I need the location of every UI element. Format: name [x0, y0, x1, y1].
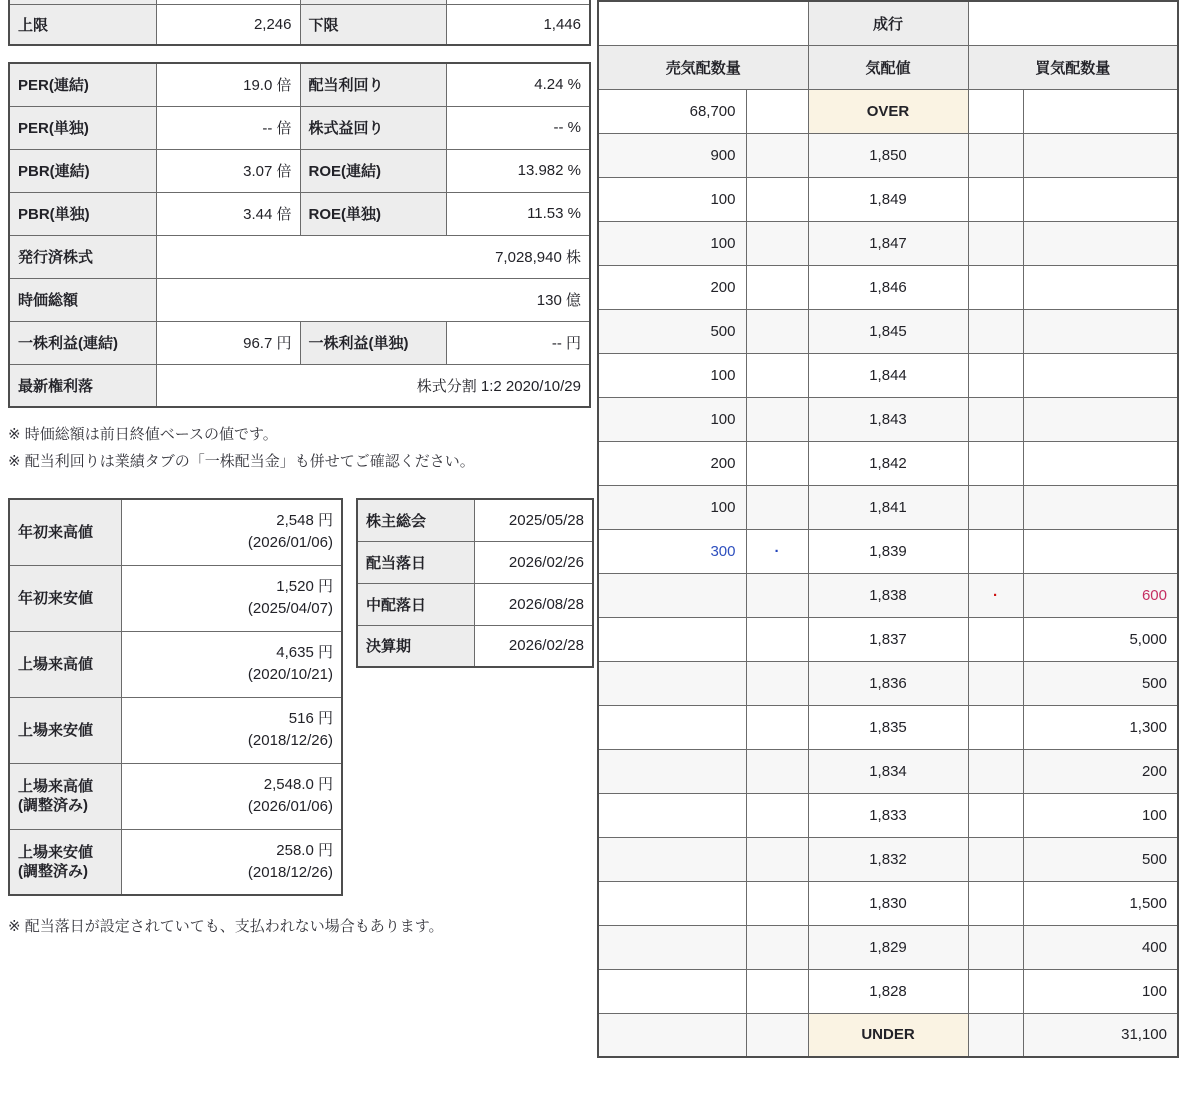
alltime-low-adjusted-sublabel: (調整済み) [18, 862, 88, 880]
alltime-low-label: 上場来安値 [18, 721, 94, 739]
bid-marker-cell [968, 353, 1023, 397]
quote-price-cell: 1,843 [808, 397, 968, 441]
ask-quantity-cell: 100 [598, 353, 746, 397]
bid-quantity-cell [1023, 221, 1178, 265]
table-row [9, 763, 342, 829]
bid-marker-cell [968, 925, 1023, 969]
bid-quantity-cell [1023, 397, 1178, 441]
bid-marker-cell [968, 881, 1023, 925]
ask-quantity-cell: 68,700 [598, 89, 746, 133]
bid-marker-cell [968, 661, 1023, 705]
eps-consolidated-label: 一株利益(連結) [9, 321, 156, 364]
roe-single-value: 11.53 % [446, 192, 590, 235]
upper-limit-label: 上限 [9, 4, 156, 45]
quote-price-cell: 1,846 [808, 265, 968, 309]
bid-quantity-cell [1023, 441, 1178, 485]
order-book-row [598, 221, 1178, 265]
ask-quantity-cell [598, 617, 746, 661]
quote-price-cell: 1,830 [808, 881, 968, 925]
quote-price-cell: 1,844 [808, 353, 968, 397]
per-consolidated-label: PER(連結) [9, 63, 156, 106]
market-cap-note: ※ 時価総額は前日終値ベースの値です。 [8, 426, 278, 443]
quote-price-header: 気配値 [808, 45, 968, 89]
ask-quantity-cell [598, 969, 746, 1013]
pbr-consolidated-label: PBR(連結) [9, 149, 156, 192]
table-row [357, 583, 593, 625]
quote-price-cell: 1,847 [808, 221, 968, 265]
ytd-low-label: 年初来安値 [18, 589, 94, 607]
quote-price-cell: 1,842 [808, 441, 968, 485]
quote-price-cell: 1,833 [808, 793, 968, 837]
eps-consolidated-value: 96.7 円 [156, 321, 300, 364]
limits-row [9, 4, 590, 45]
table-row [9, 631, 342, 697]
ask-marker-cell [746, 221, 808, 265]
ask-quantity-cell [598, 837, 746, 881]
bid-quantity-cell [1023, 89, 1178, 133]
alltime-high-price: 4,635 円 [276, 644, 333, 661]
ytd-high-date: (2026/01/06) [247, 534, 333, 552]
bid-quantity-cell [1023, 309, 1178, 353]
bid-marker-cell [968, 265, 1023, 309]
ask-marker-cell [746, 177, 808, 221]
market-cap-value: 130 億 [156, 278, 590, 321]
alltime-low-adjusted-price: 258.0 円 [276, 841, 333, 859]
bid-quantity-cell [1023, 353, 1178, 397]
ytd-high-price: 2,548 円 [276, 512, 333, 530]
ex-dividend-label: 配当落日 [357, 541, 474, 583]
shareholders-meeting-label: 株主総会 [357, 499, 474, 541]
order-book-row [598, 177, 1178, 221]
ask-marker-cell [746, 265, 808, 309]
ask-marker-cell [746, 441, 808, 485]
bid-quantity-cell: 500 [1023, 837, 1178, 881]
history-section [8, 498, 589, 896]
per-single-label: PER(単独) [9, 106, 156, 149]
price-limits-table [8, 0, 591, 46]
order-book-row [598, 133, 1178, 177]
ask-marker-cell: · [746, 529, 808, 573]
bid-quantity-cell [1023, 177, 1178, 221]
dividend-yield-value: 4.24 % [446, 63, 590, 106]
ex-dividend-date: 2026/02/26 [474, 541, 593, 583]
bid-marker-cell [968, 89, 1023, 133]
latest-ex-rights-value: 株式分割 1:2 2020/10/29 [156, 364, 590, 407]
bid-marker-cell [968, 133, 1023, 177]
alltime-high-adjusted-date: (2026/01/06) [247, 798, 333, 815]
order-book-panel [597, 0, 1177, 1058]
bid-quantity-cell: 31,100 [1023, 1013, 1178, 1057]
fiscal-year-end-date: 2026/02/28 [474, 625, 593, 667]
ask-quantity-cell: 500 [598, 309, 746, 353]
bid-quantity-cell: 100 [1023, 969, 1178, 1013]
alltime-low-date: (2018/12/26) [247, 732, 333, 749]
bid-quantity-cell: 1,300 [1023, 705, 1178, 749]
pbr-single-label: PBR(単独) [9, 192, 156, 235]
ask-quantity-cell [598, 661, 746, 705]
bid-quantity-cell [1023, 485, 1178, 529]
ytd-high-label: 年初来高値 [18, 523, 94, 541]
table-row [9, 565, 342, 631]
pbr-consolidated-value: 3.07 倍 [156, 149, 300, 192]
bid-quantity-cell [1023, 265, 1178, 309]
ask-quantity-cell [598, 1013, 746, 1057]
quote-price-cell: UNDER [808, 1013, 968, 1057]
order-book-row [598, 529, 1178, 573]
order-book-row [598, 661, 1178, 705]
quote-price-cell: 1,850 [808, 133, 968, 177]
ask-marker-cell [746, 573, 808, 617]
ask-marker-cell [746, 969, 808, 1013]
quote-price-cell: 1,849 [808, 177, 968, 221]
quote-price-cell: 1,841 [808, 485, 968, 529]
order-book-row [598, 925, 1178, 969]
table-row [9, 829, 342, 895]
eps-single-value: -- 円 [446, 321, 590, 364]
ask-quantity-cell [598, 573, 746, 617]
ask-quantity-cell: 100 [598, 221, 746, 265]
ask-marker-cell [746, 397, 808, 441]
per-consolidated-value: 19.0 倍 [156, 63, 300, 106]
alltime-high-adjusted-price: 2,548.0 円 [263, 776, 333, 793]
ask-quantity-cell: 100 [598, 397, 746, 441]
bid-marker-cell [968, 397, 1023, 441]
bid-marker-cell [968, 221, 1023, 265]
order-book-row [598, 969, 1178, 1013]
ask-marker-cell [746, 925, 808, 969]
earnings-yield-label: 株式益回り [300, 106, 446, 149]
ask-quantity-cell: 200 [598, 265, 746, 309]
interim-ex-dividend-label: 中配落日 [357, 583, 474, 625]
market-cap-label: 時価総額 [9, 278, 156, 321]
alltime-low-adjusted-date: (2018/12/26) [247, 863, 333, 881]
order-book-row [598, 573, 1178, 617]
table-row [357, 499, 593, 541]
alltime-low-adjusted-label: 上場来安値 [18, 843, 94, 861]
ask-marker-cell [746, 749, 808, 793]
order-book-body [598, 89, 1178, 1057]
ask-quantity-cell: 100 [598, 177, 746, 221]
ask-quantity-cell [598, 749, 746, 793]
ask-marker-cell [746, 133, 808, 177]
ask-marker-cell [746, 485, 808, 529]
schedule-table [356, 498, 594, 668]
table-row [9, 364, 590, 407]
ask-marker-cell [746, 705, 808, 749]
bid-marker-cell [968, 705, 1023, 749]
bid-marker-cell: · [968, 573, 1023, 617]
quote-price-cell: 1,835 [808, 705, 968, 749]
upper-limit-value: 2,246 [156, 4, 300, 45]
per-single-value: -- 倍 [156, 106, 300, 149]
bid-quantity-cell [1023, 529, 1178, 573]
order-book-row [598, 353, 1178, 397]
order-book-row [598, 749, 1178, 793]
market-order-buy-cell [968, 1, 1178, 45]
bid-quantity-cell: 1,500 [1023, 881, 1178, 925]
bid-marker-cell [968, 749, 1023, 793]
roe-consolidated-label: ROE(連結) [300, 149, 446, 192]
lower-limit-label: 下限 [300, 4, 446, 45]
shares-outstanding-value: 7,028,940 株 [156, 235, 590, 278]
order-book-row [598, 309, 1178, 353]
market-order-sell-cell [598, 1, 808, 45]
ask-marker-cell [746, 837, 808, 881]
quote-price-cell: 1,838 [808, 573, 968, 617]
earnings-yield-value: -- % [446, 106, 590, 149]
interim-ex-dividend-date: 2026/08/28 [474, 583, 593, 625]
table-row [9, 192, 590, 235]
quote-price-cell: 1,839 [808, 529, 968, 573]
ask-marker-cell [746, 309, 808, 353]
alltime-high-date: (2020/10/21) [247, 666, 333, 683]
bid-marker-cell [968, 441, 1023, 485]
bid-marker-cell [968, 1013, 1023, 1057]
roe-single-label: ROE(単独) [300, 192, 446, 235]
roe-consolidated-value: 13.982 % [446, 149, 590, 192]
price-history-table [8, 498, 343, 896]
bid-quantity-cell: 400 [1023, 925, 1178, 969]
ask-quantity-cell: 900 [598, 133, 746, 177]
table-row [9, 278, 590, 321]
ask-marker-cell [746, 661, 808, 705]
ex-dividend-note: ※ 配当落日が設定されていても、支払われない場合もあります。 [8, 918, 444, 935]
alltime-high-adjusted-sublabel: (調整済み) [18, 797, 88, 814]
bid-marker-cell [968, 177, 1023, 221]
bid-quantity-cell: 500 [1023, 661, 1178, 705]
quote-price-cell: 1,834 [808, 749, 968, 793]
bid-quantity-header: 買気配数量 [968, 45, 1178, 89]
order-book-row [598, 441, 1178, 485]
order-book-row [598, 793, 1178, 837]
table-row [9, 697, 342, 763]
shares-outstanding-label: 発行済株式 [9, 235, 156, 278]
bid-quantity-cell: 600 [1023, 573, 1178, 617]
eps-single-label: 一株利益(単独) [300, 321, 446, 364]
bid-marker-cell [968, 309, 1023, 353]
bid-marker-cell [968, 485, 1023, 529]
order-book-row [598, 617, 1178, 661]
stock-info-panel [8, 0, 589, 940]
table-row [9, 149, 590, 192]
latest-ex-rights-label: 最新権利落 [9, 364, 156, 407]
ask-quantity-cell [598, 925, 746, 969]
order-book-row [598, 89, 1178, 133]
bid-marker-cell [968, 969, 1023, 1013]
bid-quantity-cell: 5,000 [1023, 617, 1178, 661]
ytd-low-price: 1,520 円 [276, 578, 333, 595]
table-row [9, 63, 590, 106]
ask-marker-cell [746, 1013, 808, 1057]
ask-quantity-cell [598, 705, 746, 749]
alltime-low-price: 516 円 [288, 710, 333, 727]
ask-marker-cell [746, 881, 808, 925]
quote-price-cell: 1,832 [808, 837, 968, 881]
order-book-table [597, 0, 1179, 1058]
fiscal-year-end-label: 決算期 [357, 625, 474, 667]
ask-marker-cell [746, 617, 808, 661]
notes-block [8, 421, 589, 475]
order-book-row [598, 485, 1178, 529]
bid-quantity-cell [1023, 133, 1178, 177]
alltime-high-adjusted-label: 上場来高値 [18, 778, 94, 795]
bid-quantity-cell: 200 [1023, 749, 1178, 793]
lower-limit-value: 1,446 [446, 4, 590, 45]
order-book-header-row [598, 45, 1178, 89]
ask-quantity-cell: 100 [598, 485, 746, 529]
ytd-low-date: (2025/04/07) [247, 600, 333, 617]
ask-quantity-cell [598, 793, 746, 837]
table-row [357, 625, 593, 667]
shareholders-meeting-date: 2025/05/28 [474, 499, 593, 541]
bid-marker-cell [968, 617, 1023, 661]
quote-price-cell: OVER [808, 89, 968, 133]
ask-quantity-header: 売気配数量 [598, 45, 808, 89]
market-order-row [598, 1, 1178, 45]
dividend-yield-label: 配当利回り [300, 63, 446, 106]
order-book-row [598, 705, 1178, 749]
ask-quantity-cell: 200 [598, 441, 746, 485]
alltime-high-label: 上場来高値 [18, 655, 94, 673]
pbr-single-value: 3.44 倍 [156, 192, 300, 235]
market-order-label: 成行 [808, 1, 968, 45]
dividend-yield-note: ※ 配当利回りは業績タブの「一株配当金」も併せてご確認ください。 [8, 453, 475, 470]
table-row [9, 106, 590, 149]
quote-price-cell: 1,836 [808, 661, 968, 705]
order-book-row [598, 881, 1178, 925]
quote-price-cell: 1,829 [808, 925, 968, 969]
ask-quantity-cell: 300 [598, 529, 746, 573]
ask-marker-cell [746, 793, 808, 837]
order-book-row [598, 1013, 1178, 1057]
table-row [9, 499, 342, 565]
table-row [9, 321, 590, 364]
quote-price-cell: 1,845 [808, 309, 968, 353]
ask-quantity-cell [598, 881, 746, 925]
bid-marker-cell [968, 837, 1023, 881]
quote-price-cell: 1,837 [808, 617, 968, 661]
order-book-row [598, 837, 1178, 881]
bid-marker-cell [968, 529, 1023, 573]
order-book-row [598, 265, 1178, 309]
bid-quantity-cell: 100 [1023, 793, 1178, 837]
table-row [357, 541, 593, 583]
ask-marker-cell [746, 89, 808, 133]
indicators-table [8, 62, 591, 408]
quote-price-cell: 1,828 [808, 969, 968, 1013]
ask-marker-cell [746, 353, 808, 397]
order-book-row [598, 397, 1178, 441]
bid-marker-cell [968, 793, 1023, 837]
table-row [9, 235, 590, 278]
